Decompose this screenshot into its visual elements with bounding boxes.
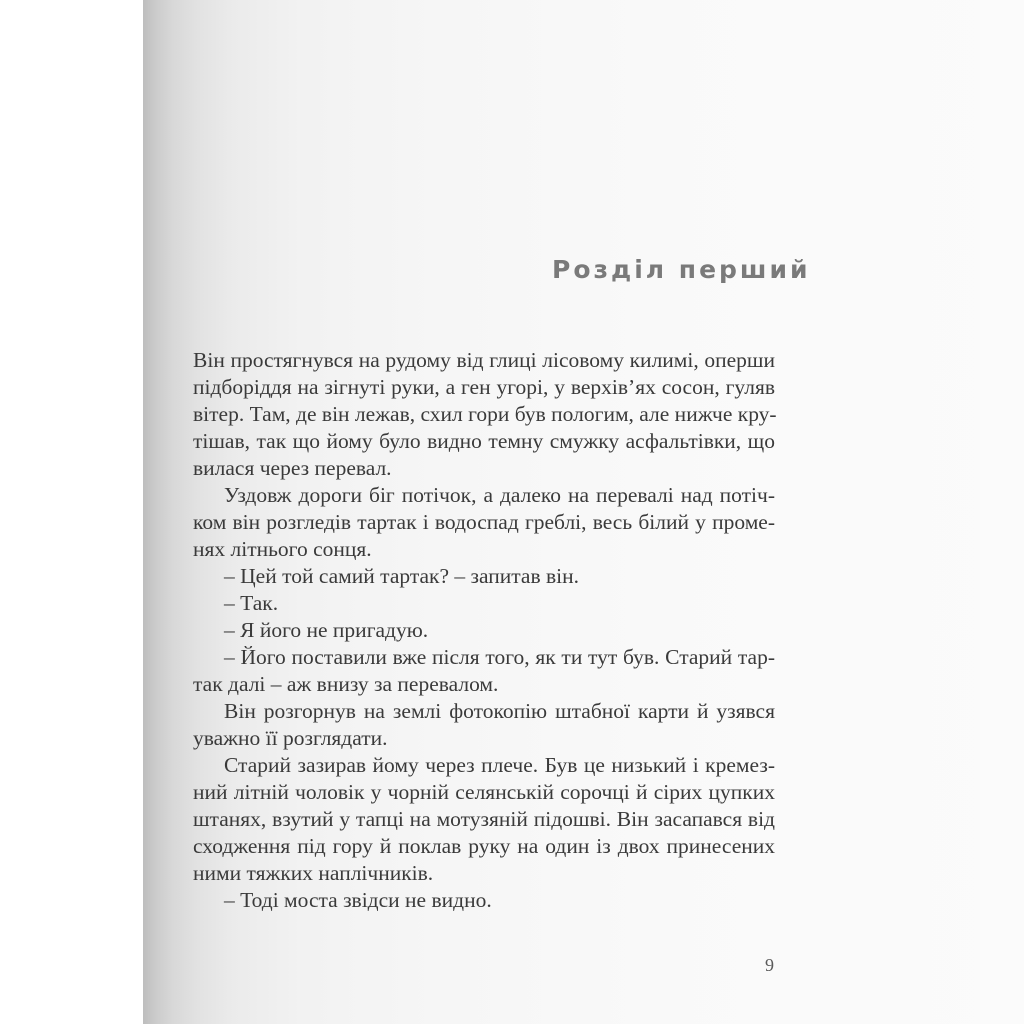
text-line: – Так. [224, 591, 279, 615]
text-line: вітер. Там, де він лежав, схил гори був пологим, але нижче кру- [193, 402, 777, 426]
paragraph [193, 347, 775, 482]
text-line: нях літнього сонця. [193, 537, 372, 561]
text-line: – Цей той самий тартак? – запитав він. [224, 564, 580, 588]
text-line: тішав, так що йому було видно темну смужку асфальтівки, що [193, 429, 775, 453]
text-line: – Його поставили вже після того, як ти тут був. Старий тар- [224, 645, 775, 669]
paragraph [193, 617, 775, 644]
text-line: штанях, взутий у тапці на мотузяній підошві. Він засапався від [193, 807, 775, 831]
paragraph [193, 590, 775, 617]
text-line: уважно її розглядати. [193, 726, 388, 750]
page-number: 9 [765, 955, 774, 975]
text-line: Старий зазирав йому через плече. Був це низький і кремез- [224, 753, 775, 777]
text-line: підборіддя на зігнуті руки, а ген угорі, у верхів’ях сосон, гуляв [193, 375, 775, 399]
text-line: – Тоді моста звідси не видно. [224, 888, 492, 912]
text-line: ними тяжких наплічників. [193, 861, 434, 885]
text-line: Уздовж дороги біг потічок, а далеко на перевалі над потіч- [224, 483, 775, 507]
paragraph [193, 644, 775, 698]
paragraph [193, 698, 775, 752]
text-line: вилася через перевал. [193, 456, 392, 480]
text-line: Він розгорнув на землі фотокопію штабної карти й узявся [224, 699, 775, 723]
paragraph [193, 563, 775, 590]
paragraph [193, 482, 775, 563]
paragraph [193, 887, 775, 914]
text-line: так далі – аж внизу за перевалом. [193, 672, 499, 696]
text-line: Він простягнувся на рудому від глиці лісовому килимі, оперши [193, 348, 775, 372]
text-line: сходження під гору й поклав руку на один із двох принесених [193, 834, 775, 858]
chapter-title: Розділ перший [552, 255, 811, 284]
body-text [193, 347, 775, 914]
text-line: – Я його не пригадую. [224, 618, 429, 642]
text-line: ний літній чоловік у чорній селянській сорочці й сірих цупких [193, 780, 775, 804]
text-line: ком він розгледів тартак і водоспад греблі, весь білий у проме- [193, 510, 775, 534]
paragraph [193, 752, 775, 887]
